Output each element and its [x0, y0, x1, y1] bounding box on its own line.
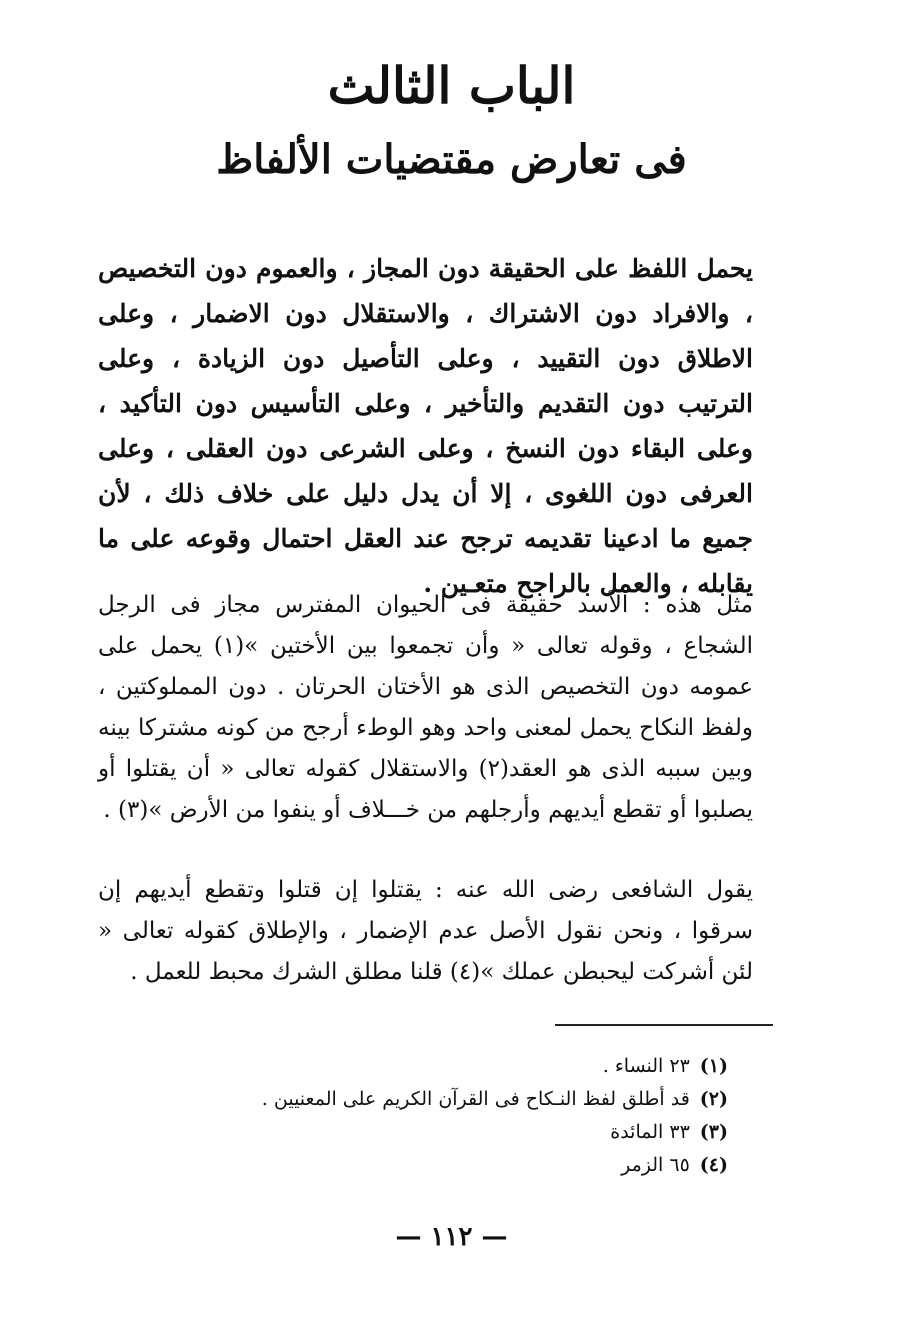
footnote-text: ٢٣ النساء . [602, 1055, 690, 1077]
footnote-number: (٣) [699, 1121, 728, 1143]
paragraph-examples: مثل هذه : الأسد حقيقة فى الحيوان المفترس مجاز فى الرجل الشجاع ، وقوله تعالى « وأن تجمعوا بين الأختين »(١) يحمل على عمومه دون التخصيص الذى هو الأختان الحرتان . دون المملوكتين ، ولفظ النكاح يحمل لمعنى واحد وهو الوطء أرجح من كونه مشتركا بينه وبين سببه الذى هو العقد(٢) والاستقلال كقوله تعالى « أن يقتلوا أو يصلبوا أو تقطع أيديهم وأرجلهم من خـــلاف أو ينفوا من الأرض »(٣) . [98, 592, 753, 823]
footnote-text: ٣٣ المائدة [610, 1121, 690, 1143]
footnotes-list [208, 1050, 728, 1182]
footnote-item [208, 1149, 728, 1182]
footnote-number: (٤) [699, 1154, 728, 1176]
paragraph-shafii: يقول الشافعى رضى الله عنه : يقتلوا إن قتلوا وتقطع أيديهم إن سرقوا ، ونحن نقول الأصل عدم الإضمار ، والإطلاق كقوله تعالى « لئن أشركت ليحبطن عملك »(٤) قلنا مطلق الشرك محبط للعمل . [98, 877, 753, 985]
footnote-divider [555, 1024, 773, 1026]
footnote-item [208, 1050, 728, 1083]
page-number: — ١١٢ — [395, 1222, 508, 1252]
footnote-text: قد أطلق لفظ النـكاح فى القرآن الكريم على المعنيين . [261, 1088, 690, 1110]
footnote-item [208, 1116, 728, 1149]
footnote-number: (١) [699, 1055, 728, 1077]
footnote-text: ٦٥ الزمر [621, 1154, 690, 1176]
footnote-item [208, 1083, 728, 1116]
chapter-title: الباب الثالث [327, 56, 576, 115]
paragraph-rules: يحمل اللفظ على الحقيقة دون المجاز ، والعموم دون التخصيص ، والافراد دون الاشتراك ، والاستقلال دون الاضمار ، وعلى الاطلاق دون التقييد ، وعلى التأصيل دون الزيادة ، وعلى الترتيب دون التقديم والتأخير ، وعلى التأسيس دون التأكيد ، وعلى البقاء دون النسخ ، وعلى الشرعى دون العقلى ، وعلى العرفى دون اللغوى ، إلا أن يدل دليل على خلاف ذلك ، لأن جميع ما ادعينا تقديمه ترجح عند العقل احتمال وقوعه على ما يقابله ، والعمل بالراجح متعـين . [98, 254, 753, 598]
chapter-subtitle: فى تعارض مقتضيات الألفاظ [216, 136, 687, 183]
footnote-number: (٢) [699, 1088, 728, 1110]
